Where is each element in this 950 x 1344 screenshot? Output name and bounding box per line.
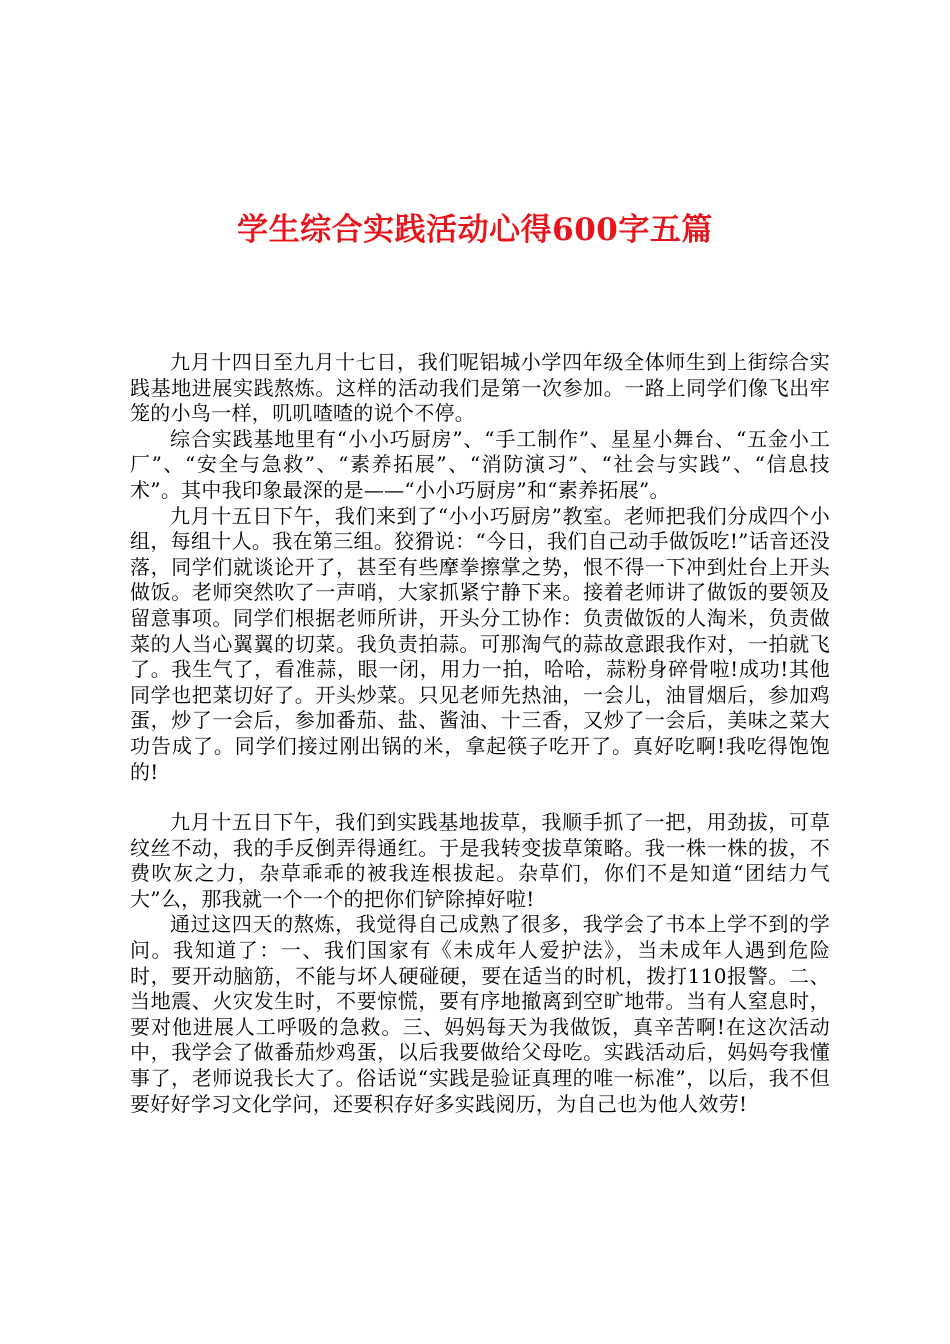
paragraph-4: 九月十五日下午，我们到实践基地拔草，我顺手抓了一把，用劲拔，可草纹丝不动，我的手反倒弄得通红。于是我转变拔草策略。我一株一株的拔，不费吹灰之力，杂草乖乖的被我连根拔起。杂草们，你们不是知道“团结力气大”么，那我就一个一个的把你们铲除掉好啦! (130, 810, 830, 911)
paragraph-1: 九月十四日至九月十七日，我们呢铝城小学四年级全体师生到上街综合实践基地进展实践熬炼。这样的活动我们是第一次参加。一路上同学们像飞出牢笼的小鸟一样，叽叽喳喳的说个不停。 (130, 350, 830, 426)
paragraph-3: 九月十五日下午，我们来到了“小小巧厨房”教室。老师把我们分成四个小组，每组十人。我在第三组。狡猾说：“今日，我们自己动手做饭吃!”话音还没落，同学们就谈论开了，甚至有些摩拳擦掌之势，恨不得一下冲到灶台上开头做饭。老师突然吹了一声哨，大家抓紧宁静下来。接着老师讲了做饭的要领及留意事项。同学们根据老师所讲，开头分工协作：负责做饭的人淘米，负责做菜的人当心翼翼的切菜。我负责拍蒜。可那淘气的蒜故意跟我作对，一拍就飞了。我生气了，看准蒜，眼一闭，用力一拍，哈哈，蒜粉身碎骨啦!成功!其他同学也把菜切好了。开头炒菜。只见老师先热油，一会儿，油冒烟后，参加鸡蛋，炒了一会后，参加番茄、盐、酱油、十三香，又炒了一会后，美味之菜大功告成了。同学们接过刚出锅的米，拿起筷子吃开了。真好吃啊!我吃得饱饱的! (130, 503, 830, 784)
paragraph-2: 综合实践基地里有“小小巧厨房”、“手工制作”、星星小舞台、“五金小工厂”、“安全与急救”、“素养拓展”、“消防演习”、“社会与实践”、“信息技术”。其中我印象最深的是——“小小巧厨房”和“素养拓展”。 (130, 426, 830, 502)
document-body (130, 350, 830, 1117)
document-title: 学生综合实践活动心得600字五篇 (237, 212, 713, 248)
paragraph-5: 通过这四天的熬炼，我觉得自己成熟了很多，我学会了书本上学不到的学问。我知道了：一、我们国家有《未成年人爱护法》，当未成年人遇到危险时，要开动脑筋，不能与坏人硬碰硬，要在适当的时机，拨打110报警。二、当地震、火灾发生时，不要惊慌，要有序地撤离到空旷地带。当有人窒息时，要对他进展人工呼吸的急救。三、妈妈每天为我做饭，真辛苦啊!在这次活动中，我学会了做番茄炒鸡蛋，以后我要做给父母吃。实践活动后，妈妈夸我懂事了，老师说我长大了。俗话说“实践是验证真理的唯一标准”，以后，我不但要好好学习文化学问，还要积存好多实践阅历，为自己也为他人效劳! (130, 912, 830, 1116)
